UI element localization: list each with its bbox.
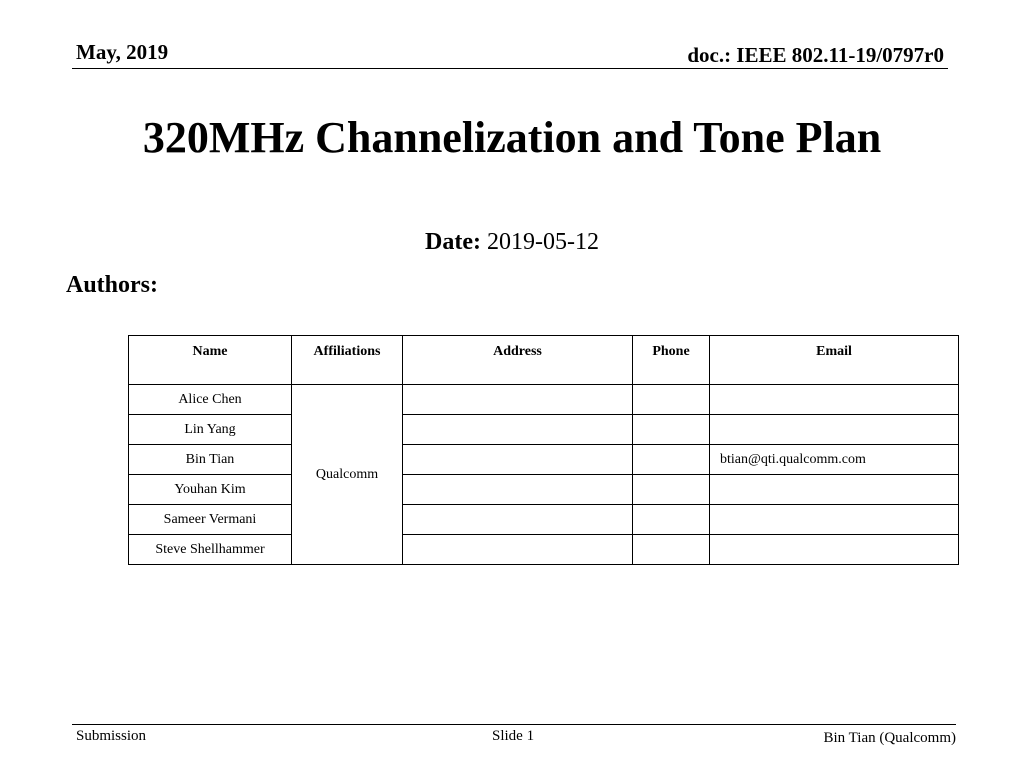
table-row [129,505,959,535]
table-row [129,475,959,505]
date-label: Date: [425,229,481,255]
date-value: 2019-05-12 [486,229,599,255]
author-email [710,385,959,415]
author-address [403,505,633,535]
author-phone [633,385,710,415]
author-name: Sameer Vermani [129,505,292,535]
author-address [403,535,633,565]
author-email [710,505,959,535]
table-row [129,535,959,565]
header-address: Address [403,336,633,385]
header-date: May, 2019 [76,40,169,64]
header-doc-id: doc.: IEEE 802.11-19/0797r0 [687,43,944,67]
author-phone [633,475,710,505]
table-header-row [129,336,959,385]
table-row [129,445,959,475]
author-name: Alice Chen [129,385,292,415]
author-address [403,445,633,475]
author-phone [633,445,710,475]
footer-slide-number: Slide 1 [492,728,535,744]
header-phone: Phone [633,336,710,385]
author-phone [633,535,710,565]
authors-table [128,335,959,565]
authors-label: Authors: [66,272,159,298]
footer-divider [72,724,956,725]
table-row [129,385,959,415]
table-row [129,415,959,445]
footer-author: Bin Tian (Qualcomm) [823,730,956,746]
header-email: Email [710,336,959,385]
header-divider [72,68,948,69]
author-name: Steve Shellhammer [129,535,292,565]
author-name: Youhan Kim [129,475,292,505]
author-email [710,415,959,445]
slide-title: 320MHz Channelization and Tone Plan [142,113,882,162]
author-name: Bin Tian [129,445,292,475]
date-line [0,229,1024,256]
header-affiliations: Affiliations [292,336,403,385]
author-phone [633,505,710,535]
author-phone [633,415,710,445]
author-email [710,475,959,505]
footer-submission: Submission [76,728,147,744]
author-address [403,415,633,445]
author-address [403,475,633,505]
author-email[interactable]: btian@qti.qualcomm.com [710,445,959,475]
author-email [710,535,959,565]
author-affiliation: Qualcomm [292,385,403,565]
author-name: Lin Yang [129,415,292,445]
header-name: Name [129,336,292,385]
author-address [403,385,633,415]
